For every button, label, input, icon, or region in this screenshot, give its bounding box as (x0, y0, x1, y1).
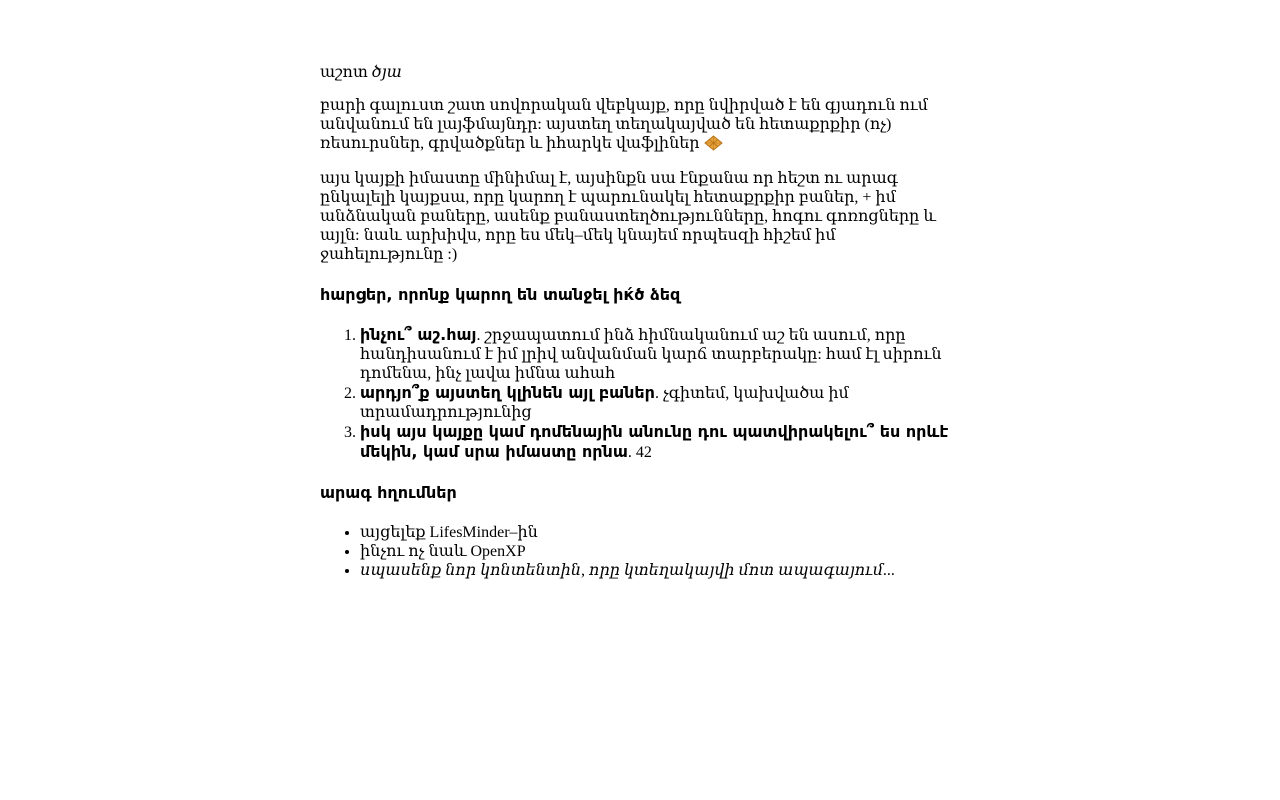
quick-link-prefix: այցելեք (360, 524, 430, 541)
site-brand (320, 63, 960, 82)
lifesminder-link[interactable]: LifesMinder–ին (429, 524, 538, 541)
faq-answer: . 42 (627, 444, 652, 461)
waffle-icon (704, 135, 723, 151)
intro-text-1: բարի գալուստ շատ սովորական վեբկայք, որը նվիրված է են գյադուն ում անվանում են լայֆմայնդր: այստեղ տեղակայված են հետաքրքիր (ոչ) ռեսուրսներ, գրվածքներ և իհարկե վաֆլիներ (320, 97, 928, 152)
faq-question: արդյո՞ք այստեղ կլինեն այլ բաներ (360, 383, 655, 402)
page-content (320, 0, 960, 580)
faq-item (360, 422, 960, 462)
quick-link-prefix: ինչու ոչ նաև (360, 543, 471, 560)
faq-item (360, 383, 960, 422)
brand-emphasis: ծյա (371, 64, 402, 81)
faq-list (320, 325, 960, 462)
brand-text: աշոտ (320, 64, 368, 81)
quick-links-list (320, 523, 960, 580)
quick-links-heading: արագ հղումներ (320, 483, 457, 502)
quick-link-item: • սպասենք նոր կոնտենտին, որը կտեղակայվի մոտ ապագայում... (360, 561, 960, 580)
quick-link-item (360, 523, 960, 542)
faq-heading: հարցեր, որոնք կարող են տանջել իќծ ձեզ (320, 285, 681, 304)
intro-paragraph-1 (320, 96, 960, 153)
faq-question: ինչու՞ աշ.հայ (360, 325, 477, 344)
openxp-link[interactable]: OpenXP (470, 543, 526, 560)
faq-question: իսկ այս կայքը կամ դոմենային անունը դու պատվիրակելու՞ ես որևէ մեկին, կամ սրա իմաստը որնա (360, 422, 949, 461)
faq-answer: . շրջապատում ինձ հիմնականում աշ են ասում, որը հանդիսանում է իմ լրիվ անվանման կարճ տարբերակը: համ էլ սիրուն դոմենա, ինչ լավա իմնա ահահ (360, 327, 942, 382)
intro-paragraph-2: այս կայքի իմաստը մինիմալ է, այսինքն սա էնքանա որ հեշտ ու արագ ընկալելի կայքսա, որը կարող է պարունակել հետաքրքիր բաներ, + իմ անձնական բաները, ասենք բանաստեղծությունները, հոգու գոռոցները և այլն: նաև արխիվս, որը ես մեկ–մեկ կնայեմ որպեսզի հիշեմ իմ ջահելությունը :) (320, 170, 936, 263)
faq-item (360, 325, 960, 383)
faq-answer: . չգիտեմ, կախվածա իմ տրամադրությունից (360, 385, 849, 421)
quick-link-item (360, 542, 960, 561)
